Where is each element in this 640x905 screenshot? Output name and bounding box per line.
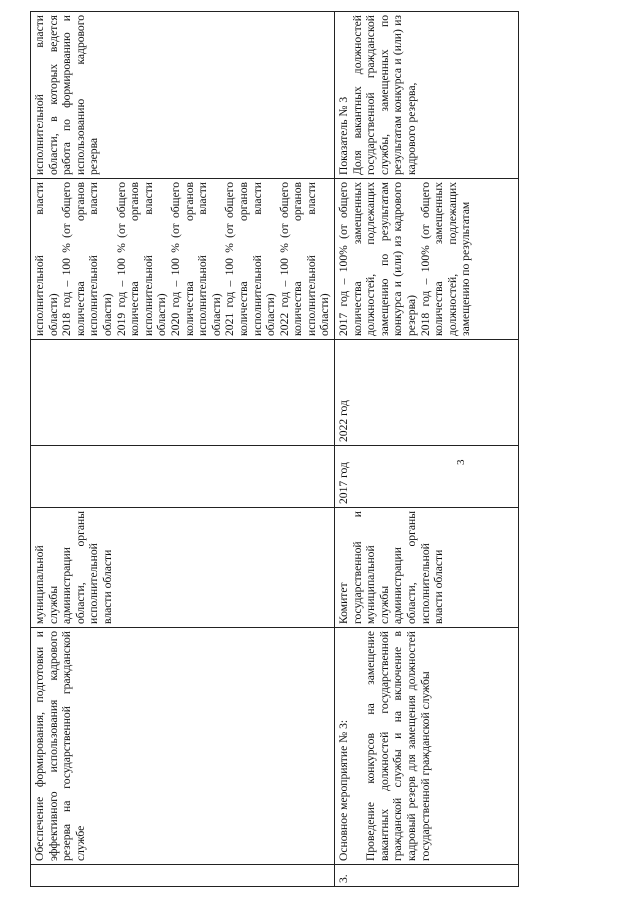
row-number-cell <box>31 865 335 887</box>
start-year-cell: 2017 год <box>335 446 519 508</box>
activity-name-cell <box>31 628 335 865</box>
start-year-cell <box>31 446 335 508</box>
table-row <box>31 12 335 887</box>
indicator-cell <box>31 12 335 179</box>
expected-result-cell <box>335 179 519 340</box>
executor-text: муниципальной службы администрации области, органы исполнительной власти области <box>33 511 114 624</box>
expected-result-text: исполнительной власти области) 2018 год – 100 % (от общего количества органов исполнительной власти области) 2019 год – 100 % (от общего количества органов исполнительной власти области) 2020 год – 100 % (от общего количества органов исполнительной власти области) 2021 год – 100 % (от общего количества органов исполнительной власти области) 2022 год – 100 % (от общего количества органов исполнительной власти области) <box>33 182 332 336</box>
executor-cell <box>335 508 519 628</box>
table-row <box>335 12 519 887</box>
executor-text: Комитет государственной и муниципальной службы администрации области, органы исполнительной власти области <box>337 511 446 624</box>
end-year-cell <box>31 340 335 446</box>
indicator-text: Показатель № 3 Доля вакантных должностей государственной гражданской службы, замещенных по результатам конкурса и (или) из кадрового резерва, <box>337 15 419 175</box>
page-number: 3 <box>455 459 467 465</box>
row-number-cell: 3. <box>335 865 519 887</box>
expected-result-text: 2017 год – 100% (от общего количества замещенных должностей, подлежащих замещению по результатам конкурса и (или) из кадрового резерва) 2018 год – 100% (от общего количества замещенных должностей, подлежащих замещению по результатам <box>337 182 473 336</box>
activity-name-cell <box>335 628 519 865</box>
activity-name-text: Обеспечение формирования, подготовки и эффективного использования кадрового резерва на государственной гражданской службе <box>33 631 87 861</box>
expected-result-cell <box>31 179 335 340</box>
end-year-cell: 2022 год <box>335 340 519 446</box>
indicator-cell <box>335 12 519 179</box>
program-activities-table <box>30 11 519 887</box>
activity-name-text: Основное мероприятие № 3: Проведение конкурсов на замещение вакантных должностей государственной гражданской службы и на включение в кадровый резерв для замещения должностей государственной гражданской службы <box>337 631 432 861</box>
executor-cell <box>31 508 335 628</box>
indicator-text: исполнительной власти области, в которых ведется работа по формированию и использованию кадрового резерва <box>33 15 101 175</box>
